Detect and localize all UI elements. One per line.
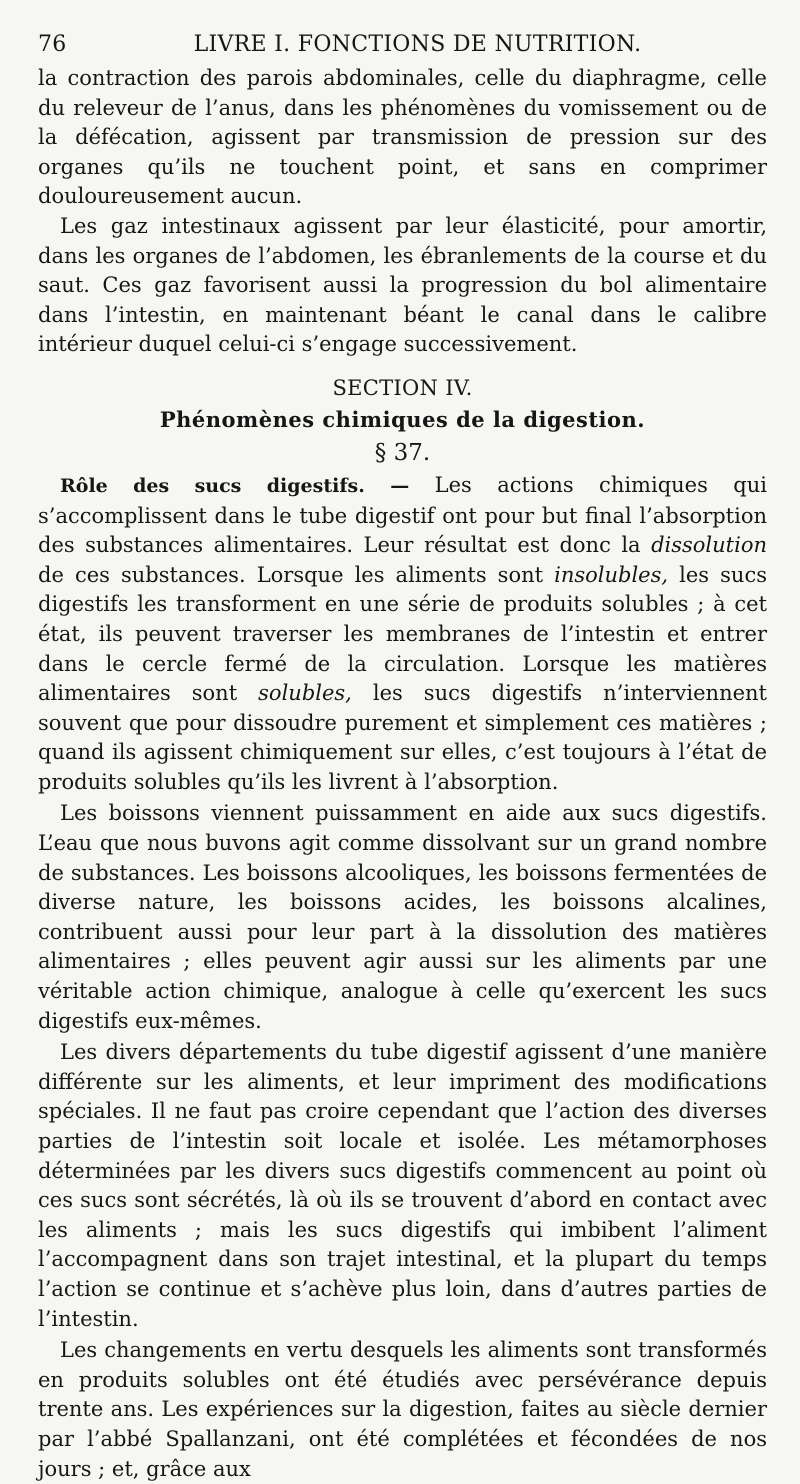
emphasis-insolubles: insolubles, xyxy=(554,562,669,587)
text-run: de ces substances. Lorsque les aliments sont xyxy=(38,562,555,587)
running-head xyxy=(38,28,767,64)
running-head-title: LIVRE I. FONCTIONS DE NUTRITION. xyxy=(193,32,642,57)
paragraph-digestive-departments: Les divers départements du tube digestif agissent d’une manière différente sur les aliments, et leur impriment des modifications spéciales. Il ne faut pas croire cependant que l’action des diverses parties de l’intestin soit locale et isolée. Les métamorphoses déterminées par les divers sucs digestifs commencent au point où ces sucs sont sécrétés, là où ils se trouvent d’abord en contact avec les aliments ; mais les sucs digestifs qui imbibent l’aliment l’accompagnent dans son trajet intestinal, et la plupart du temps l’action se continue et s’achève plus loin, dans d’autres parties de l’intestin. xyxy=(38,1040,767,1331)
paragraph-digestive-juices xyxy=(38,471,767,798)
paragraph-lead: Rôle des sucs digestifs. — xyxy=(60,474,410,497)
text-run: les sucs digestifs n’interviennent souvent que pour dissoudre purement et simplement ces matières ; quand ils agissent chimiquement sur elles, c’est toujours à l’état de produits solubles qu’ils les livrent à l’absorption. xyxy=(38,681,767,794)
paragraph-number: § 37. xyxy=(374,439,431,466)
section-title: Phénomènes chimiques de la digestion. xyxy=(159,406,646,432)
text-run: les sucs digestifs les transforment en une série de produits solubles ; à cet état, ils peuvent traverser les membranes de l’intestin et entrer dans le cercle fermé de la circulation. Lorsque les matières alimentaires sont xyxy=(38,562,767,706)
paragraph-intestinal-gases: Les gaz intestinaux agissent par leur élasticité, pour amortir, dans les organes de l’abdomen, les ébranlements de la course et du saut. Ces gaz favorisent aussi la progression du bol alimentaire dans l’intestin, en maintenant béant le canal dans le calibre intérieur duquel celui-ci s’engage successivement. xyxy=(38,213,767,357)
emphasis-solubles: solubles, xyxy=(258,681,352,706)
section-label: SECTION IV. xyxy=(332,375,473,400)
emphasis-dissolution: dissolution xyxy=(651,533,767,558)
paragraph-beverages: Les boissons viennent puissamment en aide aux sucs digestifs. L’eau que nous buvons agit comme dissolvant sur un grand nombre de substances. Les boissons alcooliques, les boissons fermentées de diverse nature, les boissons acides, les boissons alcalines, contribuent aussi pour leur part à la dissolution des matières alimentaires ; elles peuvent agir aussi sur les aliments par une véritable action chimique, analogue à celle qu’exercent les sucs digestifs eux-mêmes. xyxy=(38,801,767,1033)
paragraph-abdominal-pressure: la contraction des parois abdominales, celle du diaphragme, celle du releveur de l’anus, dans les phénomènes du vomissement ou de la défécation, agissent par transmission de pression sur des organes qu’ils ne touchent point, et sans en comprimer douloureusement aucun. xyxy=(38,66,767,209)
text-run: Les actions chimiques qui s’accomplissent dans le tube digestif ont pour but final l’absorption des substances alimentaires. Leur résultat est donc la xyxy=(38,472,767,558)
paragraph-historical-studies: Les changements en vertu desquels les aliments sont transformés en produits solubles ont été étudiés avec persévérance depuis trente ans. Les expériences sur la digestion, faites au siècle dernier par l’abbé Spallanzani, ont été complétées et fécondées de nos jours ; et, grâce aux xyxy=(38,1338,767,1481)
page-number: 76 xyxy=(38,32,67,57)
